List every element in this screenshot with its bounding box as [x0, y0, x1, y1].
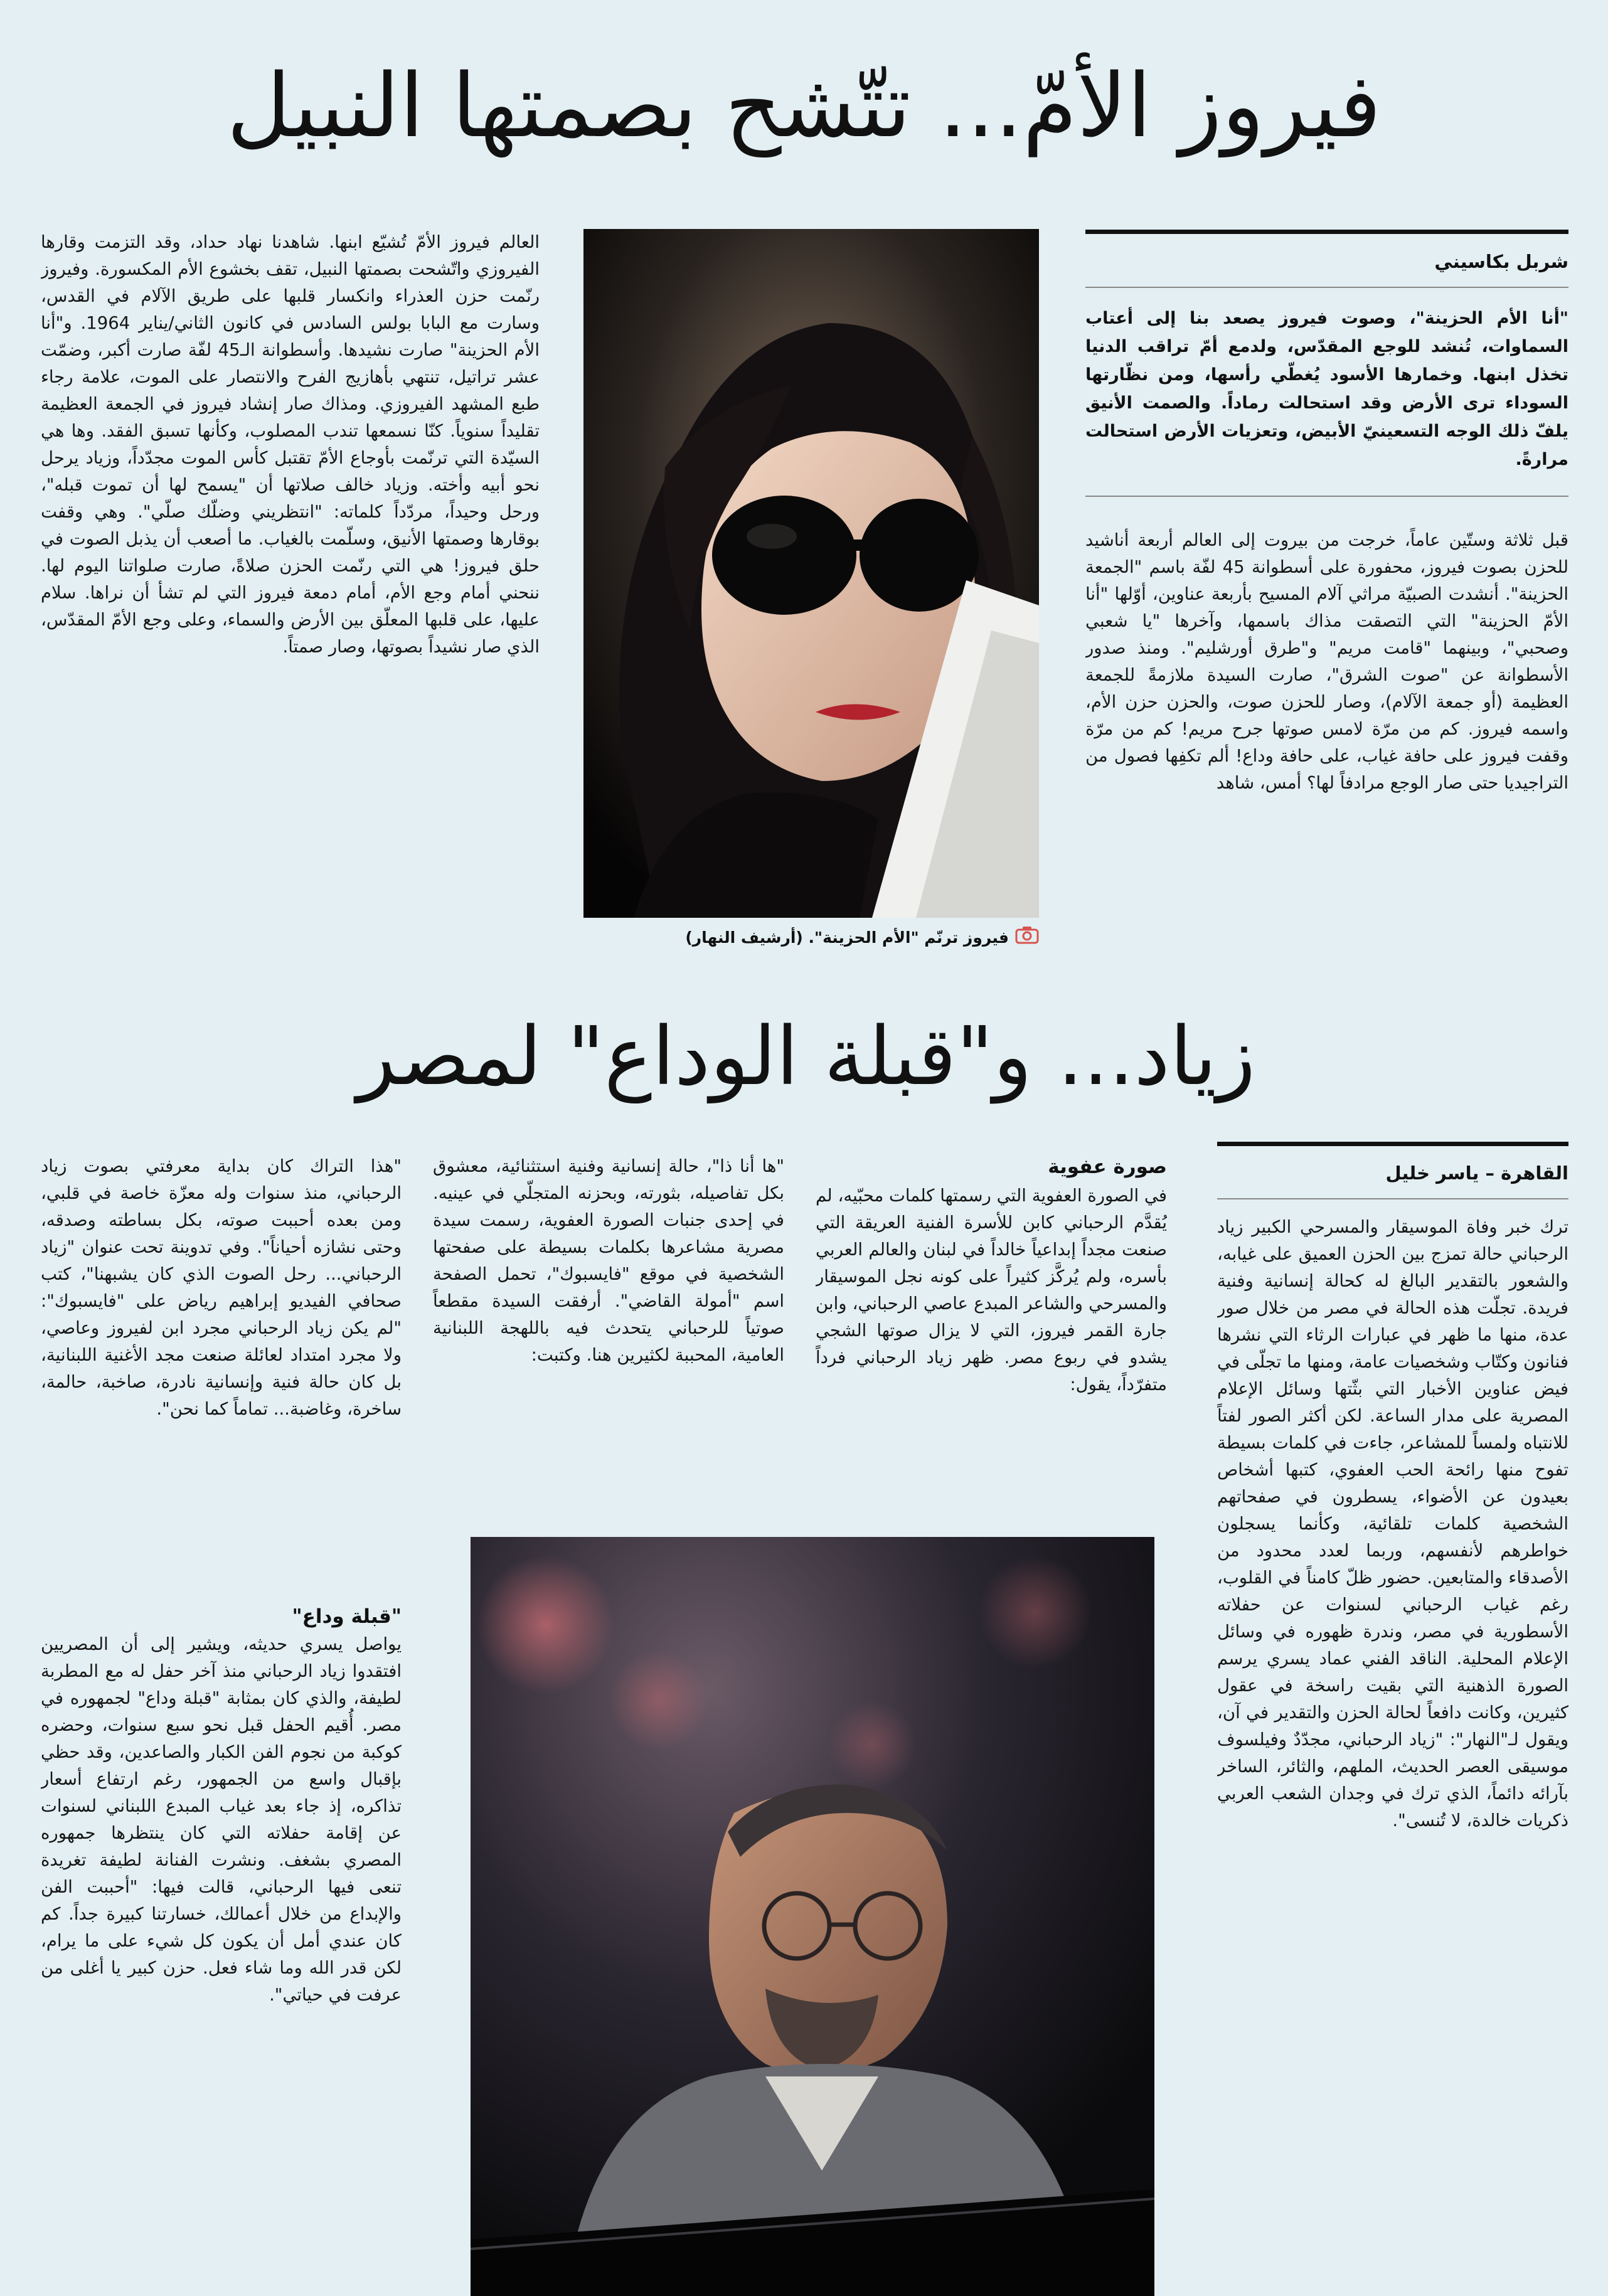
article2-column-5-text: يواصل يسري حديثه، ويشير إلى أن المصريين افتقدوا زياد الرحباني منذ آخر حفل له مع المطربة لطيفة، والذي كان بمثابة "قبلة وداع" لجمهوره في مصر. أُقيم الحفل قبل نحو سبع سنوات، وحضره كوكبة من نجوم الفن الكبار والصاعدين، وقد حظي بإقبال واسع من الجمهور، رغم ارتفاع أسعار تذاكره، إذ جاء بعد غياب المبدع اللبناني لسنوات عن إقامة حفلاته التي كان ينتظرها جمهوره المصري بشغف. ونشرت الفنانة لطيفة تغريدة تنعى فيها الرحباني، قالت فيها: "أحببت الفن والإبداع من خلال أعمالك، خسارتنا كبيرة جداً. كم كان عندي أمل أن يكون كل شيء على ما يرام، لكن قدر الله وما شاء فعل. حزن كبير يا أغلى من عرفت في حياتي". — [41, 1634, 402, 2005]
article2-column-1-text: ترك خبر وفاة الموسيقار والمسرحي الكبير زياد الرحباني حالة تمزج بين الحزن العميق على غيابه، والشعور بالتقدير البالغ له كحالة إنسانية وفنية فريدة. تجلّت هذه الحالة في مصر من خلال صور عدة، منها ما ظهر في عبارات الرثاء التي نشرها فنانون وكتّاب وشخصيات عامة، ومنها ما تجلّى في فيض عناوين الأخبار التي بثّتها وسائل الإعلام المصرية على مدار الساعة. لكن أكثر الصور لفتاً للانتباه ولمساً للمشاعر، جاءت في كلمات بسيطة تفوح منها رائحة الحب العفوي، كتبها أشخاص بعيدون عن الأضواء، يسطرون في صفحاتهم الشخصية كلمات تلقائية، وكأنما يسجلون خواطرهم لأنفسهم، وربما لعدد محدود من الأصدقاء والمتابعين. حضور ظلّ كامناً في القلوب، رغم غياب الرحباني لسنوات عن حفلاته الأسطورية في مصر، وندرة ظهوره في وسائل الإعلام المحلية. الناقد الفني عماد يسري يرسم الصورة الذهنية التي بقيت راسخة في عقول كثيرين، وكانت دافعاً لحالة الحزن والتقدير في آن، ويقول لـ"النهار": "زياد الرحباني، مجدّدٌ وفيلسوف موسيقى العصر الحديث، الملهم، والثائر، الساخر بآرائه دائماً، الذي ترك في وجدان الشعب العربي ذكريات خالدة، لا تُنسى". — [1217, 1217, 1568, 1831]
article2-column-2-text: في الصورة العفوية التي رسمتها كلمات محبّيه، لم يُقدَّم الرحباني كابن للأسرة الفنية العريقة التي صنعت مجداً إبداعياً خالداً في لبنان والعالم العربي بأسره، ولم يُركَّز كثيراً على كونه نجل الموسيقار والمسرحي والشاعر المبدع عاصي الرحباني، وابن جارة القمر فيروز، التي لا يزال صوتها الشجي يشدو في ربوع مصر. ظهر زياد الرحباني فرداً متفرّداً، يقول: — [816, 1186, 1167, 1395]
article2-column-5 — [41, 1631, 402, 2158]
article1-byline-divider — [1085, 287, 1568, 288]
article2-column-4-text: "هذا التراك كان بداية معرفتي بصوت زياد الرحباني، منذ سنوات وله معزّة خاصة في قلبي، ومن بعده أحببت صوته، بكل بساطته وصدقه، وحتى نشازه أحياناً". وفي تدوينة تحت عنوان "زياد الرحباني... رحل الصوت الذي كان يشبهنا"، كتب صحافي الفيديو إبراهيم رياض على "فايسبوك": "لم يكن زياد الرحباني مجرد ابن لفيروز وعاصي، ولا مجرد امتداد لعائلة صنعت مجد الأغنية اللبنانية، بل كان حالة فنية وإنسانية نادرة، صاخبة، حالمة، ساخرة، وغاضبة... تماماً كما نحن". — [41, 1156, 402, 1419]
ziad-photo — [471, 1537, 1154, 2296]
article1-headline: فيروز الأمّ... تتّشح بصمتها النبيل — [226, 55, 1382, 157]
fairuz-photo — [583, 229, 1039, 918]
article1-byline-rule — [1085, 230, 1568, 234]
article2-column-2 — [816, 1183, 1167, 1477]
article2-column-1 — [1217, 1214, 1568, 2161]
ziad-photo-illustration — [471, 1537, 1154, 2296]
article1-column-1 — [1085, 527, 1568, 941]
article2-column-3-text: "ها أنا ذا"، حالة إنسانية وفنية استثنائية، معشوق بكل تفاصيله، بثورته، وبحزنه المتجلّي في عينيه. في إحدى جنبات الصورة العفوية، رسمت سيدة مصرية مشاعرها بكلمات بسيطة على صفحتها الشخصية في موقع "فايسبوك"، تحمل الصفحة اسم "أمولة القاضي". أرفقت السيدة مقطعاً صوتياً للرحباني يتحدث فيه باللهجة اللبنانية العامية، المحببة لكثيرين هنا. وكتبت: — [433, 1156, 784, 1365]
article2-byline: القاهرة – ياسر خليل — [1385, 1162, 1568, 1184]
article2-subhead-farewell: "قبلة وداع" — [292, 1605, 402, 1628]
fairuz-photo-illustration — [583, 229, 1039, 918]
article1-column-2 — [41, 229, 540, 919]
article1-lead-divider — [1085, 496, 1568, 497]
fairuz-photo-caption-text: فيروز ترنّم "الأم الحزينة". (أرشيف النهار) — [685, 928, 1009, 947]
camera-icon — [1015, 925, 1039, 952]
article2-column-3 — [433, 1153, 784, 1473]
article2-headline: زياد... و"قبلة الوداع" لمصر — [356, 1010, 1256, 1103]
article2-byline-rule — [1217, 1142, 1568, 1146]
article1-byline: شربل بكاسيني — [1434, 251, 1568, 272]
article2-byline-divider — [1217, 1198, 1568, 1199]
fairuz-photo-caption — [583, 925, 1039, 952]
article1-column-2-text: العالم فيروز الأمّ تُشيّع ابنها. شاهدنا نهاد حداد، وقد التزمت وقارها الفيروزي واتّشحت بصمتها النبيل، تقف بخشوع الأم المكسورة. وفيروز رنّمت حزن العذراء وانكسار قلبها على طريق الآلام في القدس، وسارت مع البابا بولس السادس في كانون الثاني/يناير 1964. و"أنا الأم الحزينة" صارت نشيدها. وأسطوانة الـ45 لفّة صارت أكبر، وضمّت عشر تراتيل، تنتهي بأهازيج الفرح والانتصار على الموت، علامة رجاء طبع المشهد الفيروزي. ومذاك صار إنشاد فيروز في الجمعة العظيمة تقليداً سنوياً. كنّا نسمعها تندب المصلوب، وكأنها تسبق الفقد. وها هي السيّدة التي ترنّمت بأوجاع الأمّ تقتبل كأس الموت مجدّداً، وزياد يرحل نحو أبيه وأخته. وزياد خالف صلاتها أن "يسمح لها أن تموت قبله"، ورحل وحيداً، مردّداً كلماته: "انتظريني وضلّك صلّي". وهي وقفت بوقارها وصمتها الأنيق، وسلّمت بالغياب. ما أصعب أن يذبل الصوت في حلق فيروز! هي التي رنّمت الحزن صلاةً، صارت صلواتنا اليوم لها. ننحني أمام وجع الأم، أمام دمعة فيروز التي لم تشأ أن نراها. سلام عليها، على قلبها المعلّق بين الأرض والسماء، وعلى وجع الأمّ المقدّس، الذي صار نشيداً بصوتها، وصار صمتاً. — [41, 232, 540, 657]
article2-column-4 — [41, 1153, 402, 1580]
article2-subhead-spontaneous: صورة عفوية — [1048, 1156, 1167, 1178]
article1-lead: "أنا الأم الحزينة"، وصوت فيروز يصعد بنا إلى أعتاب السماوات، تُنشد للوجع المقدّس، ولدمع أمّ تراقب الدنيا تخذل ابنها. وخمارها الأسود يُغطّي رأسها، ومن نظّارتها السوداء ترى الأرض وقد استحالت رماداً. والصمت الأنيق يلفّ ذلك الوجه التسعينيّ الأبيض، وتعزيات الأرض استحالت مرارةً. — [1085, 309, 1568, 469]
article1-column-1-text: قبل ثلاثة وستّين عاماً، خرجت من بيروت إلى العالم أربعة أناشيد للحزن بصوت فيروز، محفورة على أسطوانة 45 لفّة باسم "الجمعة الحزينة". أنشدت الصبيّة مراثي آلام المسيح بأربعة عناوين، أوّلها "أنا الأمّ الحزينة" التي التصقت مذاك باسمها، وآخرها "يا شعبي وصحبي"، وبينهما "قامت مريم" و"طرق أورشليم". ومنذ صدور الأسطوانة عن "صوت الشرق"، صارت السيدة ملازمةً للجمعة العظيمة (أو جمعة الآلام)، وصار للحزن صوت، والحزن حزن الأم، واسمه فيروز. كم من مرّة لامس صوتها جرح مريم! كم من مرّة وقفت فيروز على حافة غياب، على حافة وداع! ألم تكفِها فصول من التراجيديا حتى صار الوجع مرادفاً لها؟ أمس، شاهد — [1085, 530, 1568, 793]
